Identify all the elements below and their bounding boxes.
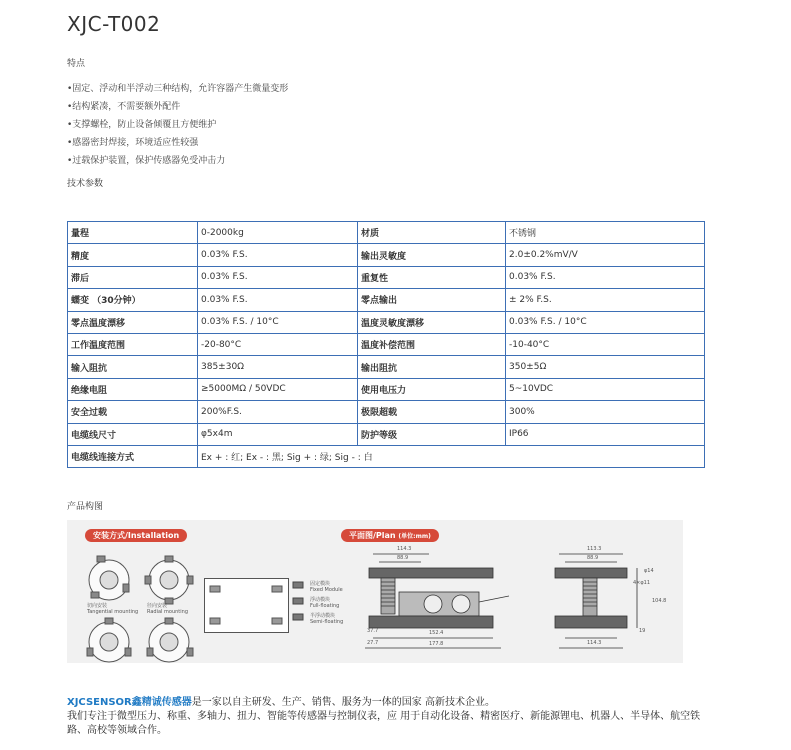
- spec-label: 电缆线尺寸: [68, 423, 198, 445]
- figure-heading: 产品构图: [67, 502, 104, 512]
- tangential-label: 切向安装 Tangential mounting: [87, 603, 139, 615]
- spec-label: 输入阻抗: [68, 356, 198, 378]
- fixed-module-label: 固定模块 Fixed Module: [310, 581, 343, 593]
- feature-item: •结构紧凑，不需要额外配件: [67, 102, 181, 112]
- dim-label: 114.3: [397, 546, 412, 552]
- spec-value: 200%F.S.: [198, 401, 358, 423]
- spec-value: 385±30Ω: [198, 356, 358, 378]
- spec-label: 使用电压力: [358, 378, 506, 400]
- spec-value: ≥5000MΩ / 50VDC: [198, 378, 358, 400]
- feature-item: •固定、浮动和半浮动三种结构，允许容器产生微量变形: [67, 84, 289, 94]
- spec-label: 输出灵敏度: [358, 244, 506, 266]
- spec-value: 0-2000kg: [198, 222, 358, 244]
- feature-item: •过载保护装置，保护传感器免受冲击力: [67, 156, 226, 166]
- spec-label: 精度: [68, 244, 198, 266]
- spec-value: 0.03% F.S.: [506, 266, 705, 288]
- dim-label: 88.9: [587, 555, 599, 561]
- spec-label: 安全过载: [68, 401, 198, 423]
- table-row: [68, 311, 705, 333]
- table-row: [68, 445, 705, 467]
- spec-value: 0.03% F.S. / 10°C: [198, 311, 358, 333]
- spec-label: 温度灵敏度漂移: [358, 311, 506, 333]
- spec-value: 2.0±0.2%mV/V: [506, 244, 705, 266]
- brand-name: XJCSENSOR鑫精诚传感器: [67, 697, 192, 708]
- features-list: [67, 80, 288, 170]
- feature-item: •感器密封焊接，环境适应性较强: [67, 138, 199, 148]
- spec-label: 量程: [68, 222, 198, 244]
- spec-value: 0.03% F.S.: [198, 289, 358, 311]
- dim-label: 37.7: [367, 628, 379, 634]
- spec-value: φ5x4m: [198, 423, 358, 445]
- spec-label: 蠕变 （30分钟）: [68, 289, 198, 311]
- spec-table: [67, 221, 705, 468]
- spec-value: Ex + : 红; Ex - : 黑; Sig + : 绿; Sig - : 白: [198, 445, 705, 467]
- spec-label: 防护等级: [358, 423, 506, 445]
- intro-text-2: 我们专注于微型压力、称重、多轴力、扭力、智能等传感器与控制仪表，应 用于自动化设备、精密医疗、新能源锂电、机器人、半导体、航空铁路、高校等领域合作。: [67, 711, 701, 736]
- spec-value: -20-80°C: [198, 333, 358, 355]
- spec-value: ± 2% F.S.: [506, 289, 705, 311]
- dim-label: 27.7: [367, 640, 379, 646]
- radial-label: 径向安装 Radial mounting: [147, 603, 188, 615]
- plan-title: 平面图/Plan (单位:mm): [341, 529, 439, 542]
- spec-label: 零点温度漂移: [68, 311, 198, 333]
- table-row: [68, 333, 705, 355]
- dim-label: φ14: [644, 568, 654, 574]
- table-row: [68, 423, 705, 445]
- dim-label: 152.4: [429, 630, 444, 636]
- table-row: [68, 401, 705, 423]
- spec-label: 电缆线连接方式: [68, 445, 198, 467]
- spec-value: 300%: [506, 401, 705, 423]
- module-layout: [204, 578, 289, 633]
- installation-title: 安装方式/Installation: [85, 529, 187, 542]
- dim-label: 113.3: [587, 546, 602, 552]
- semi-floating-label: 半浮动模块 Semi-floating: [310, 613, 344, 625]
- spec-label: 滞后: [68, 266, 198, 288]
- spec-value: 0.03% F.S. / 10°C: [506, 311, 705, 333]
- spec-value: 不锈钢: [506, 222, 705, 244]
- dim-label: 88.9: [397, 555, 409, 561]
- spec-label: 绝缘电阻: [68, 378, 198, 400]
- spec-heading: 技术参数: [67, 179, 104, 189]
- features-heading: 特点: [67, 59, 86, 69]
- page-title: XJC-T002: [67, 12, 161, 36]
- spec-label: 材质: [358, 222, 506, 244]
- module-legend-icons: [291, 580, 311, 624]
- table-row: [68, 222, 705, 244]
- spec-label: 工作温度范围: [68, 333, 198, 355]
- spec-label: 极限超载: [358, 401, 506, 423]
- table-row: [68, 266, 705, 288]
- table-row: [68, 378, 705, 400]
- spec-value: 0.03% F.S.: [198, 266, 358, 288]
- product-diagram: [67, 520, 683, 663]
- spec-label: 输出阻抗: [358, 356, 506, 378]
- dim-label: 114.3: [587, 640, 602, 646]
- intro-text: 是一家以自主研发、生产、销售、服务为一体的国家 高新技术企业。: [191, 697, 495, 708]
- spec-value: IP66: [506, 423, 705, 445]
- dim-label: 177.8: [429, 641, 444, 647]
- table-row: [68, 356, 705, 378]
- table-row: [68, 289, 705, 311]
- full-floating-label: 浮动模块 Full-floating: [310, 597, 340, 609]
- spec-value: 350±5Ω: [506, 356, 705, 378]
- spec-value: 5~10VDC: [506, 378, 705, 400]
- spec-label: 零点输出: [358, 289, 506, 311]
- spec-label: 重复性: [358, 266, 506, 288]
- plan-side-view: [549, 544, 659, 662]
- spec-value: 0.03% F.S.: [198, 244, 358, 266]
- dim-label: 19: [639, 628, 646, 634]
- feature-item: •支撑螺栓，防止设备倾覆且方便维护: [67, 120, 217, 130]
- company-intro: [67, 696, 707, 738]
- table-row: [68, 244, 705, 266]
- dim-label: 4×φ11: [633, 580, 651, 586]
- spec-value: -10-40°C: [506, 333, 705, 355]
- spec-label: 温度补偿范围: [358, 333, 506, 355]
- dim-label: 104.8: [652, 598, 667, 604]
